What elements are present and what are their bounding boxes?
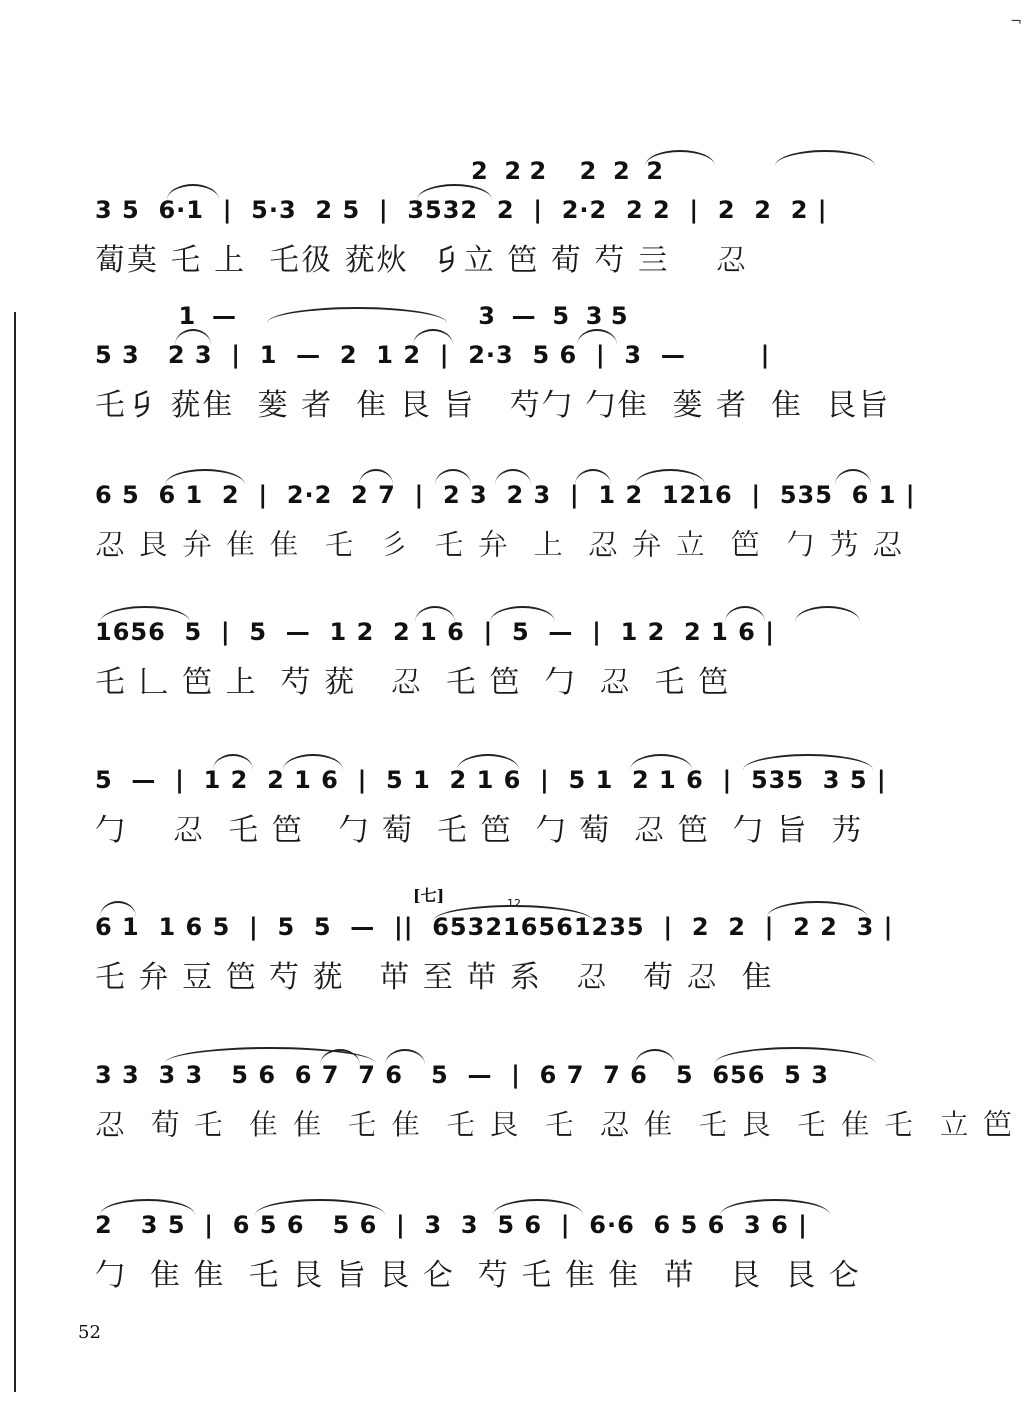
slur <box>635 1049 675 1065</box>
slur <box>417 184 492 200</box>
jianpu-line: 6 5 6 1 2 | 2·2 2 7 | 2 3 2 3 | 1 2 1216 | 535 6 1 | <box>95 481 916 509</box>
upper-voice: 1 — 3 — 5 3 5 <box>95 302 628 330</box>
guqin-tablature-line: 乇 弁 豆 笆 芍 莸 𦬕 至 𦬕 系 𢖫 荀 𢖫 隹 <box>95 960 774 995</box>
slur <box>165 469 245 485</box>
slur <box>725 606 765 622</box>
slur <box>495 469 531 485</box>
slur <box>490 606 555 622</box>
slur <box>743 754 873 770</box>
guqin-tablature-line: 蔔莫 乇 上 乇彶 莸炏 𠂎立 笆 荀 芍 亖 𢖫 <box>95 243 749 278</box>
slur <box>575 469 611 485</box>
slur <box>167 184 219 200</box>
jianpu-line: 1656 5 | 5 — 1 2 2 1 6 | 5 — | 1 2 2 1 6 | <box>95 618 775 646</box>
guqin-tablature-line: 𢖫 艮 弁 隹 隹 乇 彡 乇 弁 上 𢖫 弁 立 笆 勹 艿 𢖫 <box>95 528 905 563</box>
binding-line <box>14 312 16 1392</box>
guqin-tablature-line: 勹 𢖫 乇 笆 勹 萄 乇 笆 勹 萄 𢖫 笆 勹 旨 艿 <box>95 813 864 848</box>
slur <box>213 754 253 770</box>
jianpu-line: 3 3 3 3 5 6 6 7 7 6 5 — | 6 7 7 6 5 656 5 3 <box>95 1061 829 1089</box>
slur <box>359 469 393 485</box>
slur <box>100 606 190 622</box>
slur <box>415 606 455 622</box>
slur <box>645 150 715 166</box>
slur <box>435 469 471 485</box>
guqin-tablature-line: 乇 𠃊 笆 上 芍 莸 𢖫 乇 笆 勹 𢖫 乇 笆 <box>95 665 731 700</box>
slur <box>577 329 617 345</box>
upper-voice: 2 2 2 2 2 2 <box>95 157 664 185</box>
slur <box>457 754 519 770</box>
section-marker: [七] <box>413 886 445 905</box>
slur <box>413 329 453 345</box>
slur <box>720 1199 830 1215</box>
jianpu-line: 5 3 2 3 | 1 — 2 1 2 | 2·3 5 6 | 3 — | <box>95 341 771 369</box>
slur <box>283 754 343 770</box>
jianpu-line: 3 5 6·1 | 5·3 2 5 | 3532 2 | 2·2 2 2 | 2 2 2 | <box>95 196 828 224</box>
tuplet-count: 12 <box>507 897 521 910</box>
slur <box>767 901 867 917</box>
slur <box>493 1199 583 1215</box>
slur <box>100 901 136 917</box>
slur <box>255 1199 385 1215</box>
jianpu-line: 2 3 5 | 6 5 6 5 6 | 3 3 5 6 | 6·6 6 5 6 3 6 | <box>95 1211 808 1239</box>
guqin-tablature-line: 勹 隹 隹 乇 艮 旨 艮 仑 芍 乇 隹 隹 𦬕 艮 艮 仑 <box>95 1258 861 1293</box>
corner-mark: ¬ <box>1010 14 1022 30</box>
slur <box>385 1049 425 1065</box>
page-number: 52 <box>78 1322 101 1343</box>
slur <box>715 1047 875 1063</box>
slur <box>630 754 692 770</box>
slur <box>775 150 875 166</box>
guqin-tablature-line: 乇𠂎 莸隹 蓌 者 隹 艮 旨 芍勹 勹隹 蓌 者 隹 艮旨 <box>95 388 891 423</box>
slur <box>795 606 860 622</box>
jianpu-line: 6 1 1 6 5 | 5 5 — || 653216561235 | 2 2 | 2 2 3 | <box>95 913 894 941</box>
slur <box>175 329 211 345</box>
guqin-tablature-line: 𢖫 荀 乇 隹 隹 乇 隹 乇 艮 乇 𢖫 隹 乇 艮 乇 隹 乇 立 笆 <box>95 1108 1015 1143</box>
slur <box>835 469 871 485</box>
slur <box>635 469 705 485</box>
slur <box>100 1199 195 1215</box>
jianpu-line: 5 — | 1 2 2 1 6 | 5 1 2 1 6 | 5 1 2 1 6 | 535 3 5 | <box>95 766 887 794</box>
